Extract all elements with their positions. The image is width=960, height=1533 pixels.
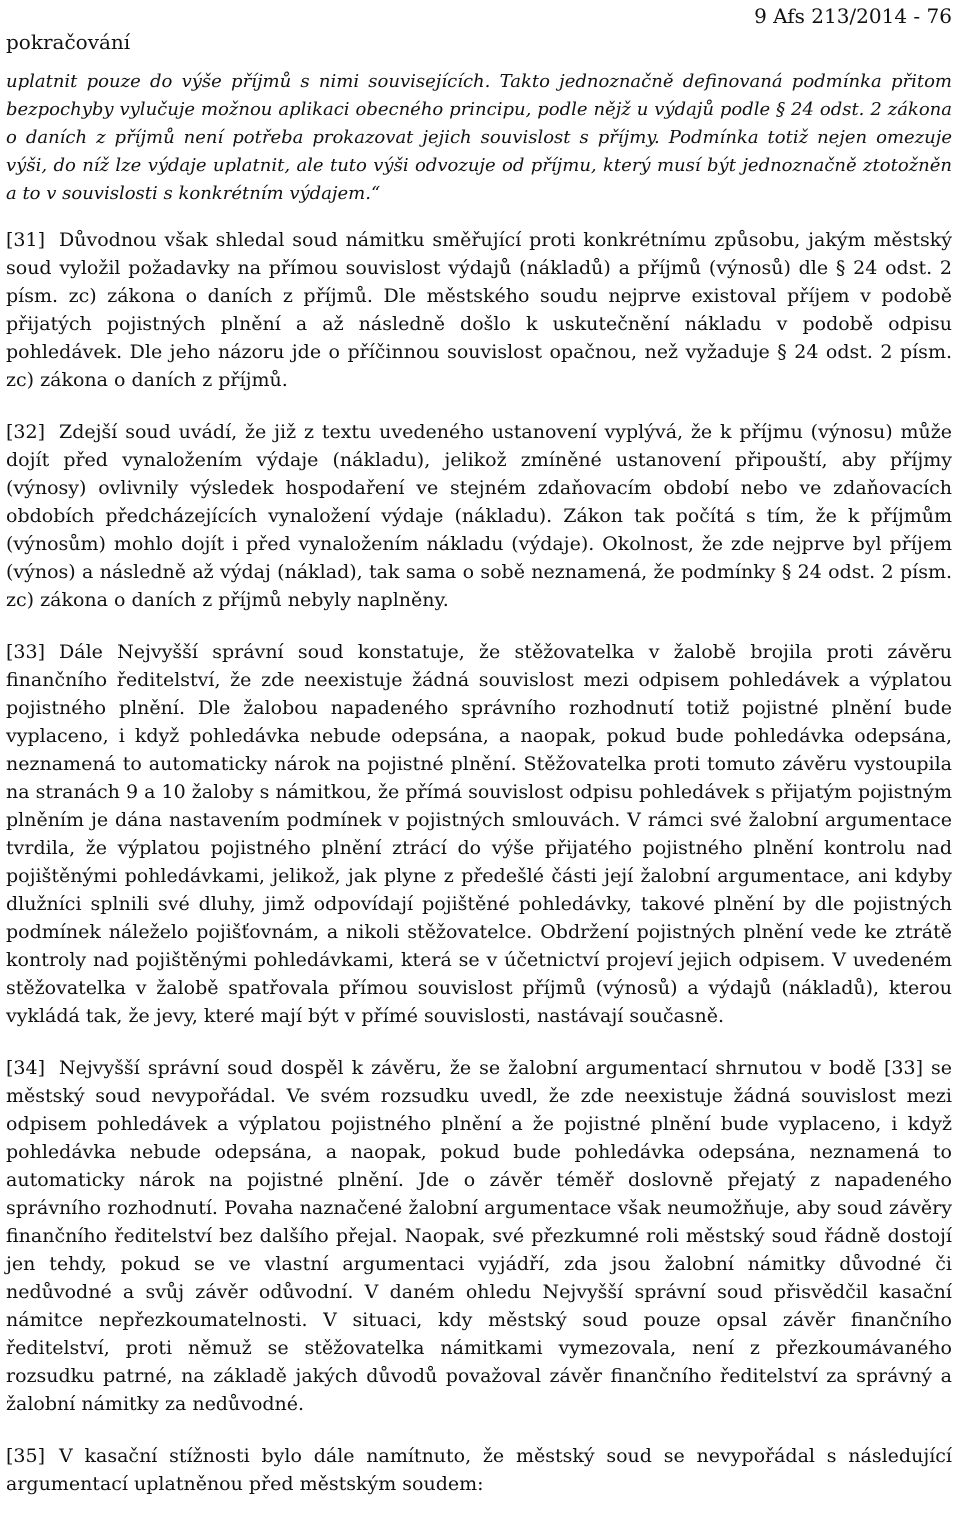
paragraph-31 [6, 226, 952, 394]
paragraph-text: Dále Nejvyšší správní soud konstatuje, že stěžovatelka v žalobě brojila proti závěru finančního ředitelství, že zde neexistuje žádná souvislost mezi odpisem pohledávek a výplatou pojistného plnění. Dle žalobou napadeného správního rozhodnutí totiž pojistné plnění bude vyplaceno, i když pohledávka nebude odepsána, a naopak, pokud bude pohledávka odepsána, neznamená to automaticky nárok na pojistné plnění. Stěžovatelka proti tomuto závěru vystoupila na stranách 9 a 10 žaloby s námitkou, že přímá souvislost odpisu pohledávek s přijatým pojistným plněním je dána nastavením podmínek v pojistných smlouvách. V rámci své žalobní argumentace tvrdila, že výplatou pojistného plnění ztrácí do výše přijatého pojistného plnění kontrolu nad pojištěnými pohledávkami, jelikož, jak plyne z předešlé části její žalobní argumentace, ani kdyby dlužníci splnili své dluhy, jimž odpovídají pojištěné pohledávky, takové plnění by dle pojistných podmínek náleželo pojišťovnám, a nikoli stěžovatelce. Obdržení pojistných plnění vede ke ztrátě kontroly nad pojištěnými pohledávkami, která se v účetnictví projeví jejich odpisem. V uvedeném stěžovatelka v žalobě spatřovala přímou souvislost příjmů (výnosů) a výdajů (nákladů), kterou vykládá tak, že jevy, které mají být v přímé souvislosti, nastávají současně. [6, 641, 952, 1027]
page-header [6, 0, 952, 54]
paragraph-text: Důvodnou však shledal soud námitku směřující proti konkrétnímu způsobu, jakým městský soud vyložil požadavky na přímou souvislost výdajů (nákladů) a příjmů (výnosů) dle § 24 odst. 2 písm. zc) zákona o daních z příjmů. Dle městského soudu nejprve existoval příjem v podobě přijatých pojistných plnění a až následně došlo k uskutečnění nákladu v podobě odpisu pohledávek. Dle jeho názoru jde o příčinnou souvislost opačnou, než vyžaduje § 24 odst. 2 písm. zc) zákona o daních z příjmů. [6, 229, 952, 391]
paragraph-34 [6, 1054, 952, 1418]
paragraph-number: [31] [6, 229, 46, 251]
paragraph-32 [6, 418, 952, 614]
paragraph-text: Nejvyšší správní soud dospěl k závěru, že se žalobní argumentací shrnutou v bodě [33] se městský soud nevypořádal. Ve svém rozsudku uvedl, že zde neexistuje žádná souvislost mezi odpisem pohledávek a výplatou pojistného plnění a že pojistné plnění bude vyplaceno, i když pohledávka nebude odepsána, a naopak, pokud bude pohledávka odepsána, neznamená to automaticky nárok na pojistné plnění. Jde o závěr téměř doslovně přejatý z napadeného správního rozhodnutí. Povaha naznačené žalobní argumentace však neumožňuje, aby soud závěry finančního ředitelství bez dalšího přejal. Naopak, své přezkumné roli městský soud řádně dostojí jen tehdy, pokud se ve vlastní argumentaci vyjádří, zda jsou žalobní námitky důvodné či nedůvodné a svůj závěr odůvodní. V daném ohledu Nejvyšší správní soud přisvědčil kasační námitce nepřezkoumatelnosti. V situaci, kdy městský soud pouze opsal závěr finančního ředitelství, proti němuž se stěžovatelka námitkami vymezovala, není z přezkoumávaného rozsudku patrné, na základě jakých důvodů považoval závěr finančního ředitelství za správný a žalobní námitky za nedůvodné. [6, 1057, 952, 1415]
paragraph-35 [6, 1442, 952, 1498]
paragraph-text: V kasační stížnosti bylo dále namítnuto, že městský soud se nevypořádal s následující argumentací uplatněnou před městským soudem: [6, 1445, 952, 1495]
paragraph-number: [35] [6, 1445, 46, 1467]
header-continuation: pokračování [6, 30, 131, 54]
quoted-text: uplatnit pouze do výše příjmů s nimi souvisejících. Takto jednoznačně definovaná podmínka přitom bezpochyby vylučuje možnou aplikaci obecného principu, podle nějž u výdajů podle § 24 odst. 2 zákona o daních z příjmů není potřeba prokazovat jejich souvislost s příjmy. Podmínka totiž nejen omezuje výši, do níž lze výdaje uplatnit, ale tuto výši odvozuje od příjmu, který musí být jednoznačně ztotožněn a to v souvislosti s konkrétním výdajem.“ [6, 71, 952, 204]
paragraph-number: [32] [6, 421, 46, 443]
header-case-number: 9 Afs 213/2014 - 76 [754, 4, 952, 28]
paragraph-number: [33] [6, 641, 46, 663]
paragraph-text: Zdejší soud uvádí, že již z textu uvedeného ustanovení vyplývá, že k příjmu (výnosu) může dojít před vynaložením výdaje (nákladu), jelikož zmíněné ustanovení připouští, aby příjmy (výnosy) ovlivnily výsledek hospodaření ve stejném zdaňovacím období nebo ve zdaňovacích obdobích předcházejících vynaložení výdaje (nákladu). Zákon tak počítá s tím, že k příjmům (výnosům) mohlo dojít i před vynaložením nákladu (výdaje). Okolnost, že zde nejprve byl příjem (výnos) a následně až výdaj (náklad), tak sama o sobě neznamená, že podmínky § 24 odst. 2 písm. zc) zákona o daních z příjmů nebyly naplněny. [6, 421, 952, 611]
paragraph-number: [34] [6, 1057, 46, 1079]
paragraph-33 [6, 638, 952, 1030]
